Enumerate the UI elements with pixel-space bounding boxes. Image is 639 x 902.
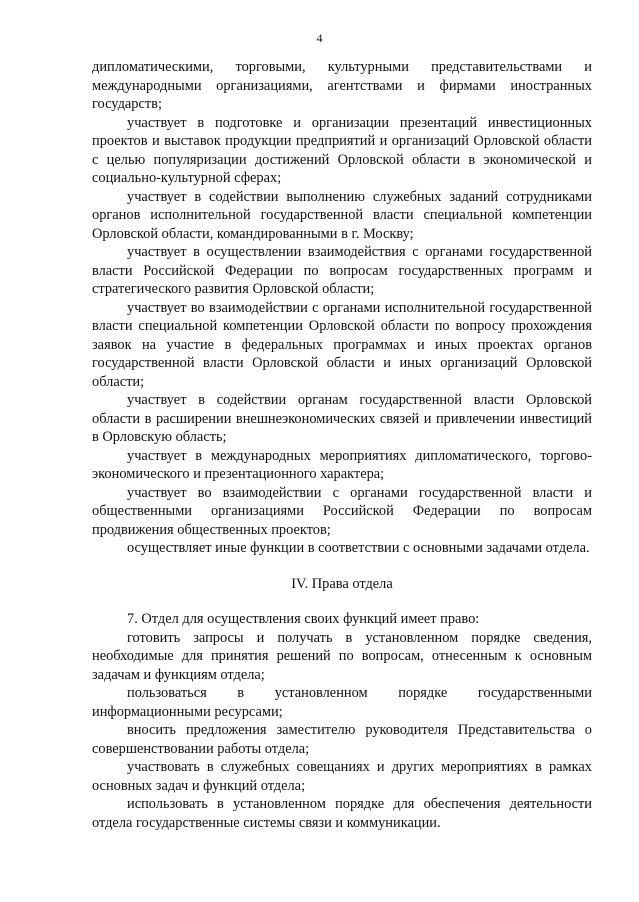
paragraph: участвует во взаимодействии с органами исполнительной государственной власти специальной компетенции Орловской области по вопросу прохождения заявок на участие в федеральных программах и иных проектах органов государственной власти Орловской области и иных организаций Орловской области; bbox=[92, 299, 592, 390]
paragraph: участвует во взаимодействии с органами государственной власти и общественными организациями Российской Федерации по вопросам продвижения общественных проектов; bbox=[92, 484, 592, 538]
paragraph: готовить запросы и получать в установленном порядке сведения, необходимые для принятия решений по вопросам, отнесенным к основным задачам и функциям отдела; bbox=[92, 629, 592, 683]
paragraph: вносить предложения заместителю руководителя Представительства о совершенствовании работы отдела; bbox=[92, 722, 592, 757]
document-body bbox=[92, 58, 592, 832]
paragraph: дипломатическими, торговыми, культурными представительствами и международными организациями, агентствами и фирмами иностранных государств; bbox=[92, 59, 592, 112]
paragraph: 7. Отдел для осуществления своих функций имеет право: bbox=[127, 611, 480, 627]
paragraph: использовать в установленном порядке для обеспечения деятельности отдела государственные системы связи и коммуникации. bbox=[92, 796, 592, 831]
section-heading: IV. Права отдела bbox=[291, 575, 393, 592]
paragraph: осуществляет иные функции в соответствии с основными задачами отдела. bbox=[127, 540, 590, 556]
paragraph: участвует в международных мероприятиях дипломатического, торгово-экономического и презентационного характера; bbox=[92, 447, 592, 482]
paragraph: участвовать в служебных совещаниях и других мероприятиях в рамках основных задач и функций отдела; bbox=[92, 759, 592, 794]
page-number: 4 bbox=[316, 31, 323, 45]
paragraph: участвует в содействии выполнению служебных заданий сотрудниками органов исполнительной государственной власти специальной компетенции Орловской области, командированными в г. Москву; bbox=[92, 188, 592, 242]
paragraph: участвует в осуществлении взаимодействия с органами государственной власти Российской Федерации по вопросам государственных программ и стратегического развития Орловской области; bbox=[92, 244, 592, 297]
paragraph: участвует в содействии органам государственной власти Орловской области в расширении внешнеэкономических связей и привлечении инвестиций в Орловскую область; bbox=[92, 392, 592, 445]
paragraph: участвует в подготовке и организации презентаций инвестиционных проектов и выставок продукции предприятий и организаций Орловской области с целью популяризации достижений Орловской области в экономической и социально-культурной сферах; bbox=[92, 114, 592, 186]
paragraph: пользоваться в установленном порядке государственными информационными ресурсами; bbox=[92, 685, 592, 720]
